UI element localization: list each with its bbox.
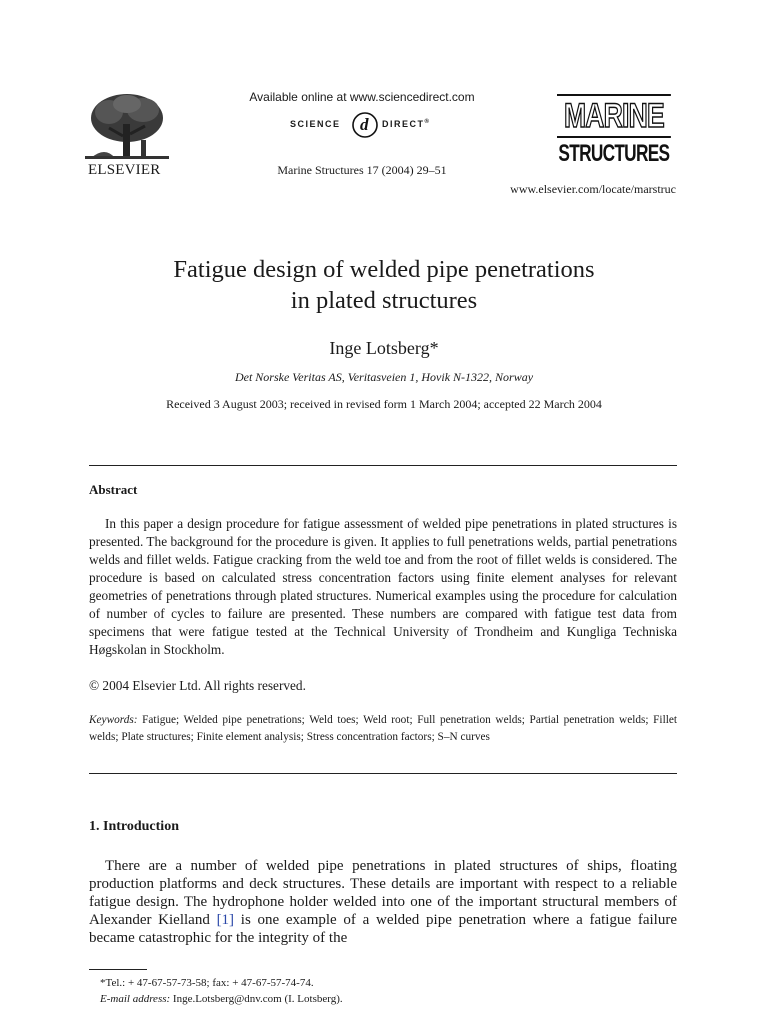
footnote-tel: *Tel.: + 47-67-57-73-58; fax: + 47-67-57-74-74.	[100, 977, 314, 989]
footnote	[100, 975, 343, 1007]
sciencedirect-right-word: DIRECT®	[382, 119, 431, 129]
available-online-text: Available online at www.sciencedirect.com	[249, 90, 475, 104]
title-line-2: in plated structures	[290, 287, 478, 314]
keywords-label: Keywords:	[89, 714, 138, 726]
svg-text:d: d	[360, 115, 370, 134]
divider-bottom	[89, 773, 677, 774]
sciencedirect-at-icon	[350, 110, 380, 140]
intro-text-end: is one example of a welded pipe penetration where a fatigue failure became catastrophic for the integrity of the	[89, 912, 677, 946]
publisher-name: ELSEVIER	[88, 162, 161, 178]
footnote-divider	[89, 969, 147, 970]
abstract-paragraph: In this paper a design procedure for fatigue assessment of welded pipe penetrations in plated structures is presented. The background for the procedure is given. It applies to full penetrations welds, partial penetrations welds and fillet welds. Fatigue cracking from the weld toe and from the root of fillet welds is considered. The procedure is based on calculated stress concentration factors using finite element analyses for relevant geometries of penetrations through plated structures. Numerical examples using the procedure for calculation of number of cycles to failure are presented. These numbers are compared with fatigue test data from specimens that were fatigue tested at the Technical University of Trondheim and Kungliga Techniska Høgskolan in Stockholm.	[89, 516, 677, 657]
journal-logo	[557, 94, 671, 171]
keywords	[89, 712, 677, 746]
journal-logo-line1: MARINE	[557, 94, 671, 138]
intro-text-start: There are a number of welded pipe penetrations in plated structures of ships, floating production platforms and deck structures. These details are important with respect to a reliable fatigue design. The hydrophone holder welded into one of the important structural members of Alexander Kielland	[89, 858, 677, 928]
received-dates: Received 3 August 2003; received in revised form 1 March 2004; accepted 22 March 2004	[166, 397, 602, 411]
author-name: Inge Lotsberg*	[329, 338, 439, 358]
citation-link[interactable]: [1]	[216, 912, 235, 928]
copyright-notice: © 2004 Elsevier Ltd. All rights reserved.	[89, 678, 306, 693]
sciencedirect-left-word: SCIENCE	[290, 119, 341, 129]
footnote-email	[100, 991, 343, 1007]
keywords-text: Fatigue; Welded pipe penetrations; Weld toes; Weld root; Full penetration welds; Partial penetration welds; Fillet welds; Plate structures; Finite element analysis; Stress concentration factors; S–N curves	[89, 714, 677, 743]
email-label: E-mail address:	[100, 993, 171, 1005]
article-title	[0, 254, 768, 316]
email-address[interactable]: Inge.Lotsberg@dnv.com (I. Lotsberg).	[170, 993, 343, 1005]
abstract-heading: Abstract	[89, 482, 138, 497]
introduction-paragraph	[89, 857, 677, 947]
author-affiliation: Det Norske Veritas AS, Veritasveien 1, Hovik N-1322, Norway	[234, 370, 534, 384]
title-line-1: Fatigue design of welded pipe penetrations	[173, 256, 595, 283]
section-heading-introduction: 1. Introduction	[89, 819, 179, 834]
sciencedirect-logo	[290, 110, 438, 140]
journal-url[interactable]: www.elsevier.com/locate/marstruc	[510, 182, 676, 196]
journal-citation: Marine Structures 17 (2004) 29–51	[277, 163, 447, 177]
abstract-body	[89, 515, 677, 659]
journal-logo-line2: STRUCTURES	[558, 140, 670, 167]
divider-top	[89, 465, 677, 466]
introduction-body	[89, 857, 677, 947]
